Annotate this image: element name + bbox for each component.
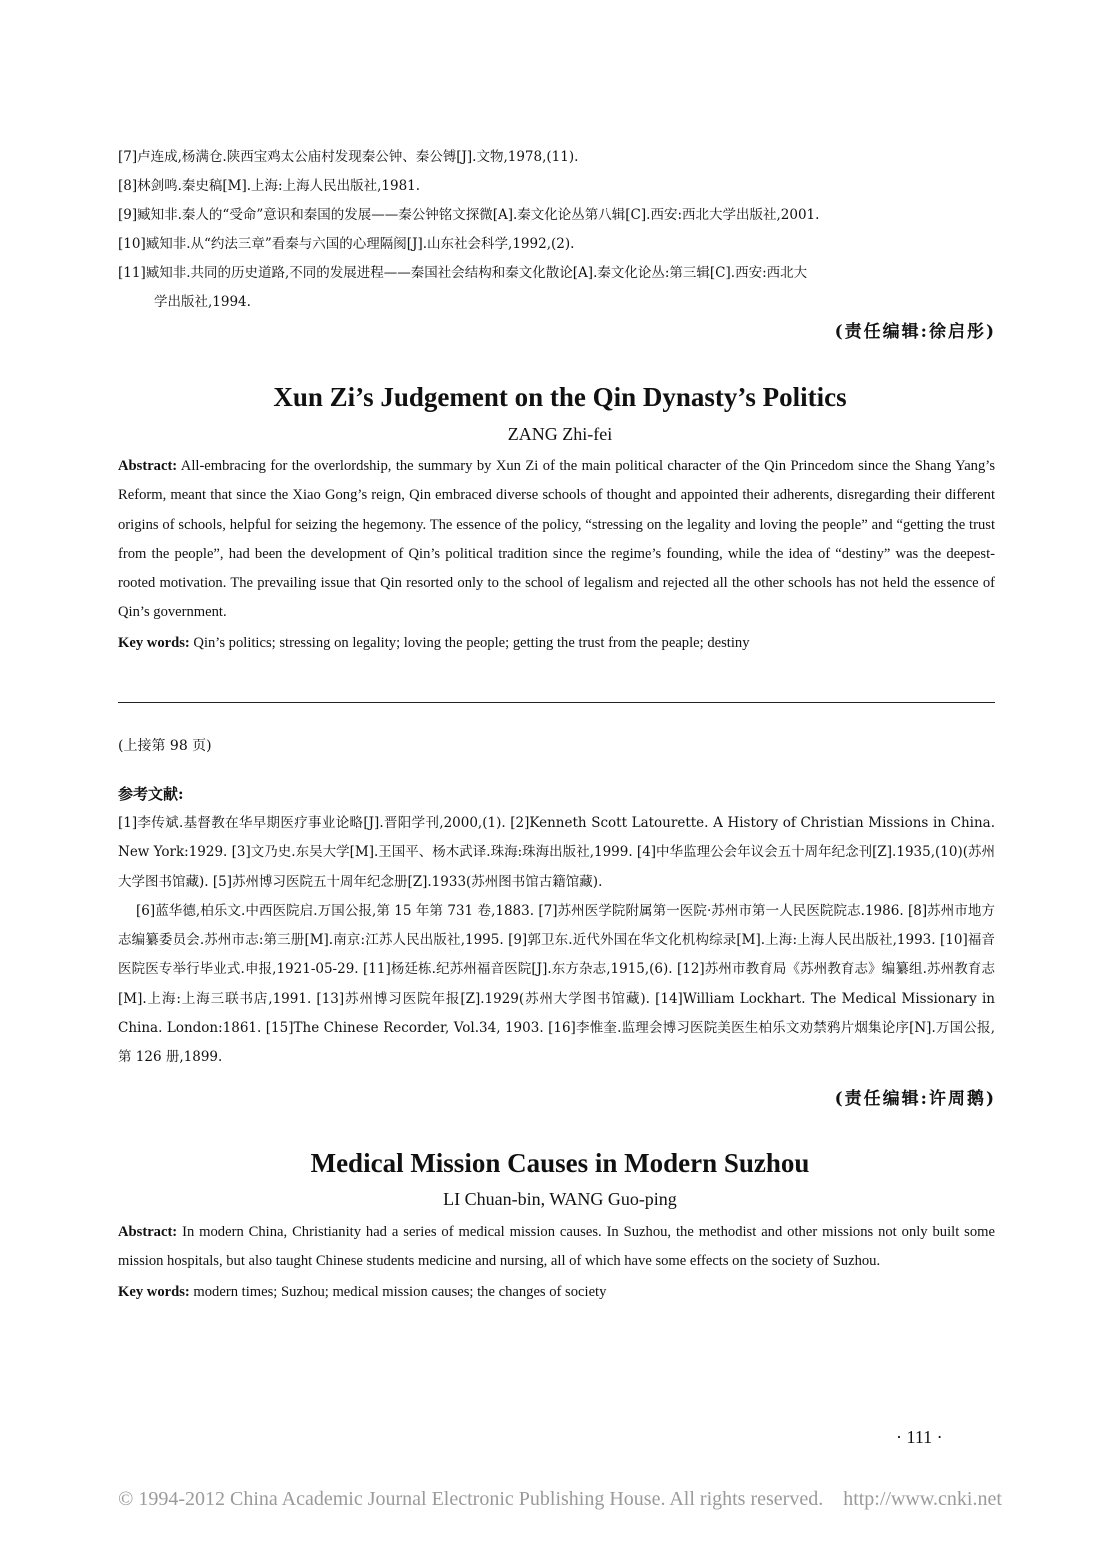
article-abstract — [118, 452, 995, 658]
article-title: Medical Mission Causes in Modern Suzhou — [310, 1148, 810, 1178]
keywords-label: Key words: — [118, 1283, 190, 1300]
keywords-text: modern times; Suzhou; medical mission causes; the changes of society — [193, 1283, 607, 1300]
keywords-text: Qin’s politics; stressing on legality; loving the people; getting the trust from the peaple; destiny — [193, 634, 750, 651]
abstract-text: All-embracing for the overlordship, the summary by Xun Zi of the main political character of the Qin Princedom since the Shang Yang’s Reform, meant that since the Xiao Gong’s reign, Qin embraced diverse schools of thought and appointed their adherents, disregarding their different origins of schools, helpful for seizing the hegemony. The essence of the policy, “stressing on the legality and loving the people” and “getting the trust from the people”, had been the development of Qin’s political tradition since the regime’s founding, while the idea of “destiny” was the deepest-rooted motivation. The prevailing issue that Qin resorted only to the school of legalism and rejected all the other schools has not held the essence of Qin’s government. — [118, 458, 995, 621]
article-title: Xun Zi’s Judgement on the Qin Dynasty’s Politics — [273, 382, 847, 412]
reference-item: [8]林剑鸣.秦史稿[M].上海:上海人民出版社,1981. — [118, 178, 421, 194]
abstract-text: In modern China, Christianity had a series of medical mission causes. In Suzhou, the methodist and other missions not only built some mission hospitals, but also taught Chinese students medicine and nursing, all of which have some effects on the society of Suzhou. — [118, 1224, 995, 1270]
article-author: LI Chuan-bin, WANG Guo-ping — [443, 1189, 677, 1209]
references-paragraph: [6]蓝华德,柏乐文.中西医院启.万国公报,第 15 年第 731 卷,1883. [7]苏州医学院附属第一医院·苏州市第一人民医院院志.1986. [8]苏州市地方志编纂委员会.苏州市志:第三册[M].南京:江苏人民出版社,1995. [9]郭卫东.近代外国在华文化机构综录[M].上海:上海人民出版社,1993. [10]福音医院医专举行毕业式.申报,1921-05-29. [11]杨廷栋.纪苏州福音医院[J].东方杂志,1915,(6). [12]苏州市教育局《苏州教育志》编纂组.苏州教育志[M].上海:上海三联书店,1991. [13]苏州博习医院年报[Z].1929(苏州大学图书馆藏). [14]William Lockhart. The Medical Missionary in China. London:1861. [15]The Chinese Recorder, Vol.34, 1903. [16]李惟奎.监理会博习医院美医生柏乐文劝禁鸦片烟集论序[N].万国公报,第 126 册,1899. — [118, 902, 995, 1066]
reference-item: [7]卢连成,杨满仓.陕西宝鸡太公庙村发现秦公钟、秦公镈[J].文物,1978,(11). — [118, 149, 579, 165]
reference-item: [9]臧知非.秦人的“受命”意识和秦国的发展——秦公钟铭文探微[A].秦文化论丛第八辑[C].西安:西北大学出版社,2001. — [118, 207, 820, 223]
responsible-editor: (责任编辑:徐启彤) — [834, 322, 996, 342]
page-number: · 111 · — [896, 1427, 943, 1447]
keywords-label: Key words: — [118, 634, 190, 651]
references-heading: 参考文献: — [118, 785, 184, 803]
article-abstract — [118, 1218, 995, 1307]
references — [118, 809, 995, 1073]
copyright-footer: © 1994-2012 China Academic Journal Electronic Publishing House. All rights reserved. http://www.cnki.net — [118, 1488, 1002, 1510]
references-paragraph: [1]李传斌.基督教在华早期医疗事业论略[J].晋阳学刊,2000,(1). [2]Kenneth Scott Latourette. A History of Christian Missions in China. New York:1929. [3]文乃史.东吴大学[M].王国平、杨木武译.珠海:珠海出版社,1999. [4]中华监理公会年议会五十周年纪念刊[Z].1935,(10)(苏州大学图书馆藏). [5]苏州博习医院五十周年纪念册[Z].1933(苏州图书馆古籍馆藏). — [118, 815, 995, 890]
abstract-label: Abstract: — [118, 458, 178, 474]
reference-item: [11]臧知非.共同的历史道路,不同的发展进程——秦国社会结构和秦文化散论[A].秦文化论丛:第三辑[C].西安:西北大 — [118, 265, 808, 281]
top-references — [118, 143, 995, 317]
abstract-label: Abstract: — [118, 1224, 178, 1240]
responsible-editor: (责任编辑:许周鹅) — [834, 1089, 996, 1109]
reference-item: 学出版社,1994. — [154, 294, 251, 310]
divider — [118, 702, 995, 703]
article-author: ZANG Zhi-fei — [507, 424, 613, 444]
continued-note: (上接第 98 页) — [118, 738, 212, 754]
reference-item: [10]臧知非.从“约法三章”看秦与六国的心理隔阂[J].山东社会科学,1992,(2). — [118, 236, 575, 252]
